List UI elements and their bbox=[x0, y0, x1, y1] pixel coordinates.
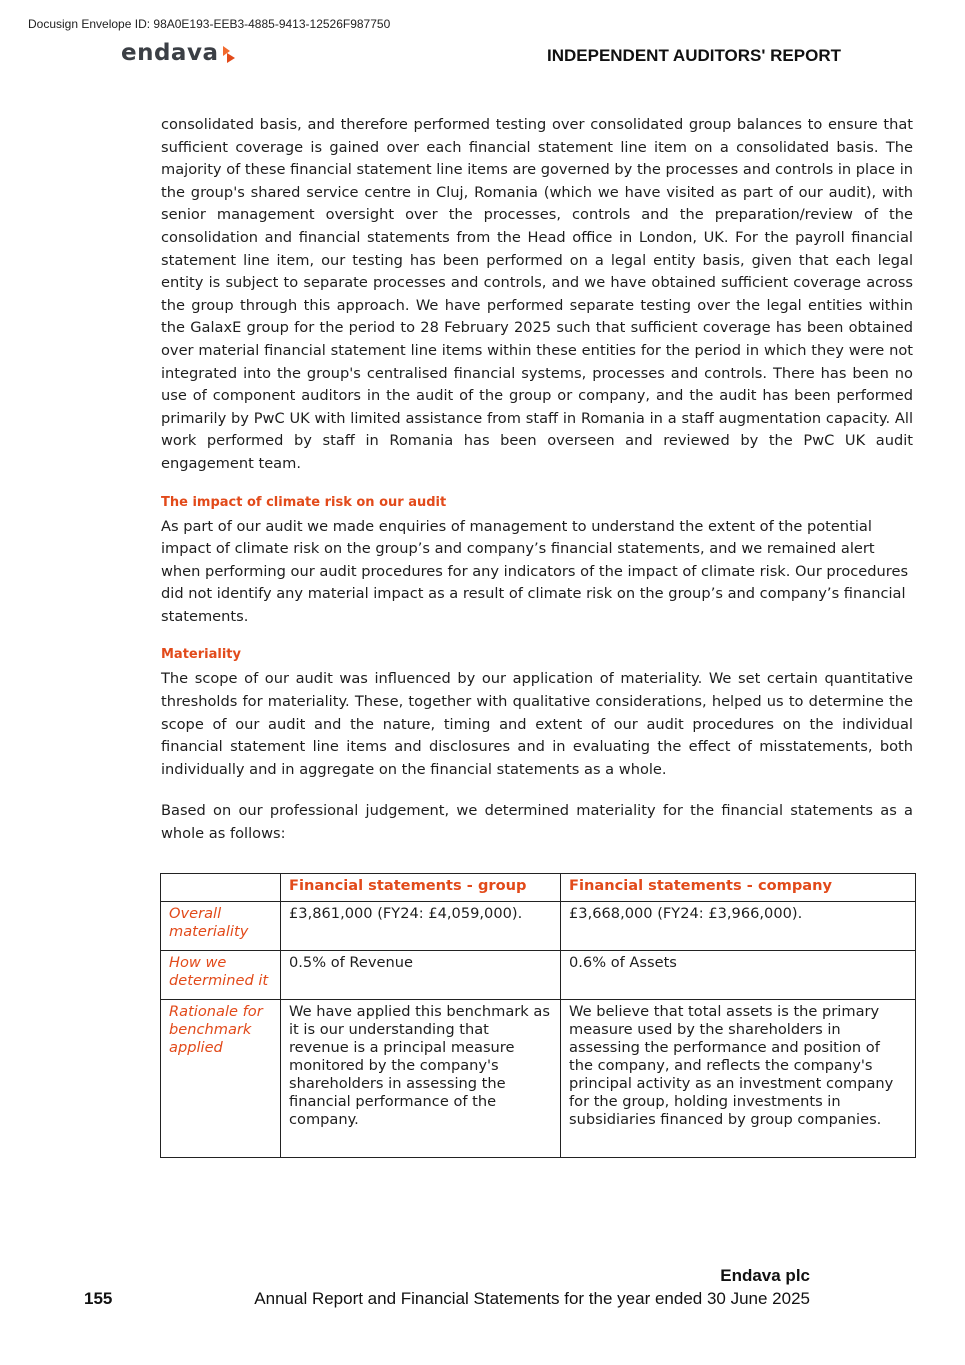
report-body bbox=[161, 114, 913, 846]
group-cell: 0.5% of Revenue bbox=[281, 951, 561, 1000]
logo-wordmark: endava bbox=[121, 40, 219, 66]
row-label: Rationale for benchmark applied bbox=[161, 1000, 281, 1158]
materiality-heading: Materiality bbox=[161, 647, 241, 663]
company-cell: 0.6% of Assets bbox=[561, 951, 916, 1000]
table-row bbox=[161, 1000, 916, 1158]
climate-risk-paragraph: As part of our audit we made enquiries of management to understand the extent of the potential impact of climate risk on the group’s and company’s financial statements, and we remained alert when performing our audit procedures for any indicators of the impact of climate risk. Our procedures did not identify any material impact as a result of climate risk on the group’s and company’s financial statements. bbox=[161, 517, 909, 625]
table-header-company: Financial statements - company bbox=[561, 874, 916, 902]
scoping-paragraph: consolidated basis, and therefore performed testing over consolidated group balances to ensure that sufficient coverage is gained over each financial statement line item on a consolidated basis. The majority of these financial statement line items are governed by the processes and controls in place in the group's shared service centre in Cluj, Romania (which we have visited as part of our audit), with senior management oversight over the processes, controls and the preparation/review of the consolidation and financial statements from the Head office in London, UK. For the payroll financial statement line item, our testing has been performed on a legal entity basis, given that each legal entity is subject to separate processes and controls, and we have obtained sufficient coverage across the group through this approach. We have performed separate testing over the legal entities within the GalaxE group for the period to 28 February 2025 such that sufficient coverage has been obtained over material financial statement line items within these entities for the period in which they were not integrated into the group's centralised financial systems, processes and controls. There has been no use of component auditors in the audit of the group or company, and the audit has been performed primarily by PwC UK with limited assistance from staff in Romania in a staff augmentation capacity. All work performed by staff in Romania has been overseen and reviewed by the PwC UK audit engagement team. bbox=[161, 116, 913, 472]
group-cell: £3,861,000 (FY24: £4,059,000). bbox=[281, 902, 561, 951]
group-cell: We have applied this benchmark as it is our understanding that revenue is a principal measure monitored by the company's shareholders in assessing the financial performance of the company. bbox=[281, 1000, 561, 1158]
table-header-row bbox=[161, 874, 916, 902]
table-row bbox=[161, 951, 916, 1000]
footer-report-title: Annual Report and Financial Statements for the year ended 30 June 2025 bbox=[254, 1289, 810, 1308]
materiality-intro-paragraph: Based on our professional judgement, we determined materiality for the financial statements as a whole as follows: bbox=[161, 802, 913, 843]
page-number: 155 bbox=[84, 1289, 113, 1308]
docusign-envelope-id: Docusign Envelope ID: 98A0E193-EEB3-4885-9413-12526F987750 bbox=[28, 17, 391, 31]
endava-logo bbox=[121, 38, 237, 68]
materiality-paragraph: The scope of our audit was influenced by our application of materiality. We set certain quantitative thresholds for materiality. These, together with qualitative considerations, helped us to determine the scope of our audit and the nature, timing and extent of our audit procedures on the individual financial statement line items and disclosures and in evaluating the effect of misstatements, both individually and in aggregate on the financial statements as a whole. bbox=[161, 670, 913, 778]
climate-risk-heading: The impact of climate risk on our audit bbox=[161, 494, 447, 510]
company-cell: We believe that total assets is the primary measure used by the shareholders in assessing the performance and position of the company, and reflects the company's principal activity as an investment company for the group, holding investments in subsidiaries financed by group companies. bbox=[561, 1000, 916, 1158]
table-header-group: Financial statements - group bbox=[281, 874, 561, 902]
materiality-table bbox=[160, 873, 916, 1158]
table-row bbox=[161, 902, 916, 951]
company-cell: £3,668,000 (FY24: £3,966,000). bbox=[561, 902, 916, 951]
section-title: INDEPENDENT AUDITORS' REPORT bbox=[546, 46, 841, 65]
endava-chevron-logo-icon bbox=[221, 45, 237, 63]
table-header-blank bbox=[161, 874, 281, 902]
row-label: How we determined it bbox=[161, 951, 281, 1000]
footer-company-name: Endava plc bbox=[720, 1266, 810, 1285]
row-label: Overall materiality bbox=[161, 902, 281, 951]
